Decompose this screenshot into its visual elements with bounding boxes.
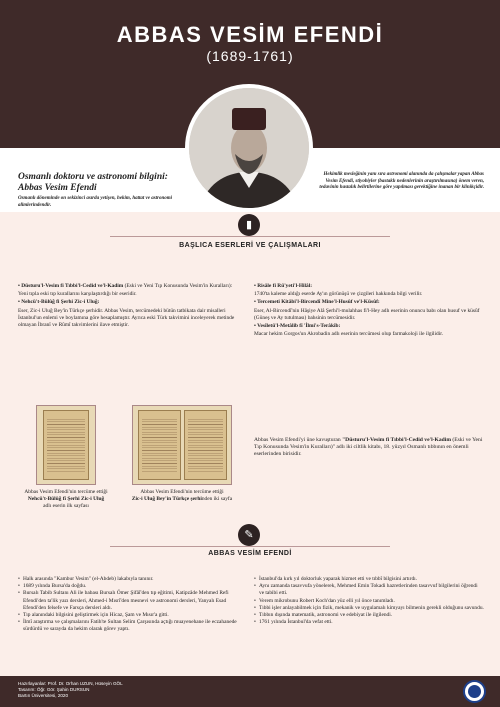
- pen-icon: ✎: [238, 524, 260, 546]
- works-left-item: • Nehcü't-Bülûğ fi Şerhi Zic-i Uluğ:: [18, 299, 100, 306]
- section-divider: [110, 236, 390, 237]
- works-left-item: Yeni tıpla eski tıp kurallarını karşılaştırdığı bir eseridir.: [18, 291, 137, 298]
- works-left-item: • Düsturu'l-Vesim fi Tıbbi'l-Cedid ve'l-Kadim (Eski ve Yeni Tıp Konusunda Vesim'in Kuralları):: [18, 283, 233, 289]
- works-left-column: [18, 283, 236, 330]
- list-item: • 1689 yılında Bursa'da doğdu.: [18, 583, 240, 590]
- bio-heading: Osmanlı doktoru ve astronomi bilgini: Abbas Vesim Efendi: [18, 172, 168, 193]
- works-right-column: [254, 283, 484, 339]
- works-left-item: Eser, Zic-i Uluğ Bey'in Türkçe şerhidir. Abbas Vesim, tercümedeki bütün tatbikata dair misalleri İstanbul'un enlemi ve boylamına göre hesaplamıştır. Ayrıca eski Türk takvimini inceleyerek metinde olmayan İbranî ve Rûmî takvimlerini ilave etmiştir.: [18, 307, 235, 329]
- life-years: (1689-1761): [206, 48, 294, 64]
- gallery-side-text: Abbas Vesim Efendi'yi üne kavuşturan "Düsturu'l-Vesim fi Tıbbi'l-Cedid ve'l-Kadim (Eski ve Yeni Tıp Konusunda Vesim'in Kuralları)" adlı iki ciltlik kitabı, 18. yüzyıl Osmanlı tıbbının en önemli eserlerinden birisidir.: [254, 437, 483, 458]
- works-right-item: Eser, Al-Bircendî'nin Hâşiye Alâ Şerhi'l-mulahhas fi'l-Hey adlı eserinin onuncu babı olan husuf ve küsûf (Güneş ve Ay tutulması) bahsinin tercümesidir.: [254, 307, 480, 321]
- bio-right-text: Hekimlik mesleğinin yanı sıra astronomi alanında da çalışmalar yapan Abbas Vesim Efendi, stiyobiyler (bastaklı nedenlerinin araştırılmasına) önem veren, tedavinin hastalık belirtilerine göre yapılması gerektiğine inanan bir klinikçidir.: [319, 172, 484, 190]
- works-section-title: BAŞLICA ESERLERİ VE ÇALIŞMALARI: [179, 242, 321, 249]
- list-item: • Bursalı Tabib Sultanı Ali ile babası Bursalı Ömer Şifâî'den tıp eğitimi, Katipzâde Mehmed Refi Efendi'den ta'lik yazı dersleri, Ahmed-i Mısrî'den mesnevi ve astronomi dersleri, Yanyalı Esad Efendi'den felsefe ve Farsça dersleri aldı.: [18, 590, 240, 612]
- list-item: • Verem mikrobunu Robert Koch'dan yüz elli yıl önce tanımladı.: [254, 598, 484, 605]
- manuscript-page: [43, 410, 89, 480]
- works-right-item: 1740'ta kaleme aldığı eserde Ay'ın görünüşü ve çizgileri hakkında bilgi verilir.: [254, 291, 423, 298]
- caption-1: Abbas Vesim Efendi'nin tercüme ettiği Nehcü't-Bülûğ fî Şerhi Zic-i Uluğ adlı eserin ilk sayfası: [24, 489, 108, 509]
- list-item: • Aynı zamanda tasavvufa yönelerek, Mehmed Emin Tokadi hazretlerinden tasavvuf bilgilerini öğrendi ve tabibi etti.: [254, 583, 484, 597]
- manuscript-image-1: [36, 405, 96, 485]
- list-item: • Halk arasında "Kambur Vesim" (el-Abdeb) lakabıyla tanınır.: [18, 576, 240, 583]
- bio-left-text: [18, 172, 188, 209]
- caption-2: Abbas Vesim Efendi'nin tercüme ettiği Zic-i Uluğ Bey'in Türkçe şerhinden iki sayfa: [131, 489, 233, 502]
- works-right-item: • Tercemeti Kitâbi'l-Bircendî Mine'l-Husûf ve'l-Küsûf:: [254, 299, 380, 306]
- university-logo: [463, 680, 486, 703]
- list-item: • Tıbbın dışında matematik, astronomi ve edebiyat ile ilgilendi.: [254, 612, 484, 619]
- list-item: • İstanbul'da kırk yıl doktorluk yaparak hizmet etti ve tıbbî bilgisini artırdı.: [254, 576, 484, 583]
- life-section-title: ABBAS VESİM EFENDİ: [208, 550, 292, 557]
- list-item: • Tıp alanındaki bilgisini geliştirmek için Hicaz, Şam ve Mısır'a gitti.: [18, 612, 240, 619]
- book-icon: ▮: [238, 214, 260, 236]
- works-right-item: Macar hekim Gorgos'un Akrobadin adlı eserinin tercümesi olup farmakoloji ile ilgilidir.: [254, 331, 444, 338]
- works-right-item: • Vesîletü'l-Metâlib fî 'İlmi's-Terâkîb:: [254, 323, 341, 330]
- manuscript-page: [184, 410, 227, 480]
- portrait-figure: [189, 88, 309, 208]
- manuscript-page: [138, 410, 181, 480]
- manuscript-image-2: [132, 405, 232, 485]
- page-title: ABBAS VESİM EFENDİ: [116, 22, 384, 47]
- works-right-item: • Risâle fi Rü'yeti'l-Hilâl:: [254, 283, 313, 289]
- life-right-column: [254, 576, 484, 626]
- bio-subheading: Osmanlı döneminde on sekizinci asırda yetişen, hekim, hattat ve astronomi alimlerindendir.: [18, 196, 173, 208]
- list-item: • Tıbbi işler anlayabilmek için fizik, mekanik ve uygulamalı kimyayı bilmenin gerekli olduğunu savundu.: [254, 605, 484, 612]
- portrait-image: [185, 84, 313, 212]
- section-divider: [110, 546, 390, 547]
- list-item: • 1761 yılında İstanbul'da vefat etti.: [254, 619, 484, 626]
- credits: Hazırlayanlar: Prof. Dr. Orhan UZUN, Hüseyin GÖL Tasarım: Öğr. Gör. Şahin DURSUN Bartın Üniversitesi, 2020: [18, 681, 123, 698]
- list-item: • İlmî araştırma ve çalışmalarını Fatih'te Sultan Selim Çarşısında açtığı muayenehane ile eczahanede sürdürdü ve sarayda da hekim olarak görev yaptı.: [18, 619, 240, 633]
- footer: [0, 676, 500, 707]
- life-left-column: [18, 576, 240, 634]
